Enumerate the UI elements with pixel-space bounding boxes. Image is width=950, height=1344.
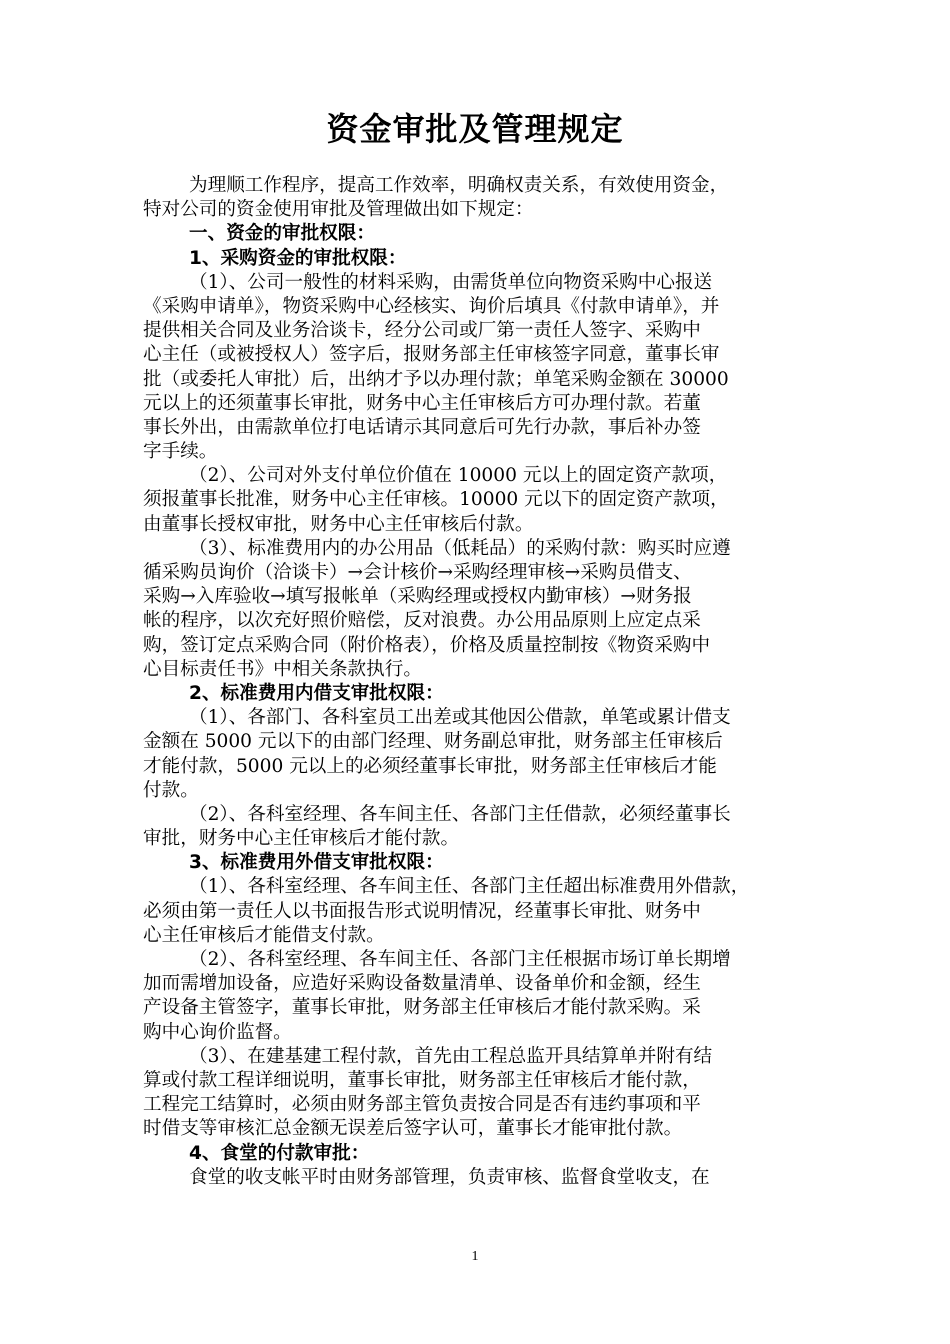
section-heading-line: 一、资金的审批权限： [189, 223, 375, 245]
body-text-line: 须报董事长批准，财务中心主任审核。10000 元以下的固定资产款项， [143, 489, 729, 511]
body-text-line: 时借支等审核汇总金额无误差后签字认可，董事长才能审批付款。 [143, 1118, 683, 1140]
body-text-line: 食堂的收支帐平时由财务部管理，负责审核、监督食堂收支，在 [189, 1166, 710, 1188]
body-text-line: 金额在 5000 元以下的由部门经理、财务副总审批，财务部主任审核后 [143, 731, 723, 753]
body-text-line: （2）、各科室经理、各车间主任、各部门主任借款，必须经董事长 [189, 803, 731, 825]
body-text-line: （3）、在建基建工程付款，首先由工程总监开具结算单并附有结 [189, 1045, 713, 1067]
body-text-line: 《采购申请单》，物资采购中心经核实、询价后填具《付款申请单》，并 [143, 295, 720, 317]
section-heading-line: 4、食堂的付款审批： [189, 1142, 370, 1164]
body-text-line: 才能付款，5000 元以上的必须经董事长审批，财务部主任审核后才能 [143, 755, 717, 777]
body-text-line: 特对公司的资金使用审批及管理做出如下规定： [143, 199, 534, 221]
body-text-line: 批（或委托人审批）后，出纳才予以办理付款；单笔采购金额在 30000 [143, 368, 729, 390]
section-heading-line: 2、标准费用内借支审批权限： [189, 682, 444, 704]
body-text-line: 采购→入库验收→填写报帐单（采购经理或授权内勤审核）→财务报 [143, 586, 692, 608]
body-text-line: 心主任审核后才能借支付款。 [143, 924, 385, 946]
body-text-line: 付款。 [143, 779, 199, 801]
body-text-line: 循采购员询价（洽谈卡）→会计核价→采购经理审核→采购员借支、 [143, 562, 692, 583]
body-text-line: 提供相关合同及业务洽谈卡，经分公司或厂第一责任人签字、采购中 [143, 320, 701, 342]
body-text-line: 字手续。 [143, 441, 218, 463]
body-text-line: 帐的程序，以次充好照价赔偿，反对浪费。办公用品原则上应定点采 [143, 610, 701, 632]
body-text-line: （1）、各科室经理、各车间主任、各部门主任超出标准费用外借款， [189, 876, 750, 898]
body-text-line: 为理顺工作程序，提高工作效率，明确权责关系，有效使用资金， [189, 175, 729, 196]
section-heading-line: 1、采购资金的审批权限： [189, 247, 407, 269]
body-text-line: 事长外出，由需款单位打电话请示其同意后可先行办款，事后补办签 [143, 416, 701, 438]
body-text-line: （3）、标准费用内的办公用品（低耗品）的采购付款：购买时应遵 [189, 537, 731, 559]
page-number: 1 [471, 1249, 479, 1264]
page-title: 资金审批及管理规定 [326, 110, 624, 148]
body-text-line: 必须由第一责任人以书面报告形式说明情况，经董事长审批、财务中 [143, 900, 701, 922]
body-text-line: （2）、各科室经理、各车间主任、各部门主任根据市场订单长期增 [189, 949, 731, 970]
body-text-line: （1）、公司一般性的材料采购，由需货单位向物资采购中心报送 [189, 271, 713, 293]
body-text-line: （1）、各部门、各科室员工出差或其他因公借款，单笔或累计借支 [189, 707, 731, 729]
body-text-line: 产设备主管签字，董事长审批，财务部主任审核后才能付款采购。采 [143, 997, 701, 1019]
body-text-line: （2）、公司对外支付单位价值在 10000 元以上的固定资产款项， [189, 465, 728, 487]
body-text-line: 算或付款工程详细说明，董事长审批，财务部主任审核后才能付款， [143, 1069, 701, 1091]
section-heading-line: 3、标准费用外借支审批权限： [189, 852, 444, 874]
document-body [143, 174, 803, 1190]
body-text-line: 工程完工结算时，必须由财务部主管负责按合同是否有违约事项和平 [143, 1094, 701, 1116]
body-text-line: 元以上的还须董事长审批，财务中心主任审核后方可办理付款。若董 [143, 392, 701, 414]
body-text-line: 购，签订定点采购合同（附价格表），价格及质量控制按《物资采购中 [143, 634, 711, 656]
body-text-line: 加而需增加设备，应造好采购设备数量清单、设备单价和金额，经生 [143, 973, 701, 995]
body-text-line: 由董事长授权审批，财务中心主任审核后付款。 [143, 513, 534, 535]
body-text-line: 审批，财务中心主任审核后才能付款。 [143, 828, 460, 850]
body-text-line: 心目标责任书》中相关条款执行。 [143, 658, 422, 680]
body-text-line: 购中心询价监督。 [143, 1021, 292, 1043]
body-text-line: 心主任（或被授权人）签字后，报财务部主任审核签字同意，董事长审 [143, 344, 720, 366]
